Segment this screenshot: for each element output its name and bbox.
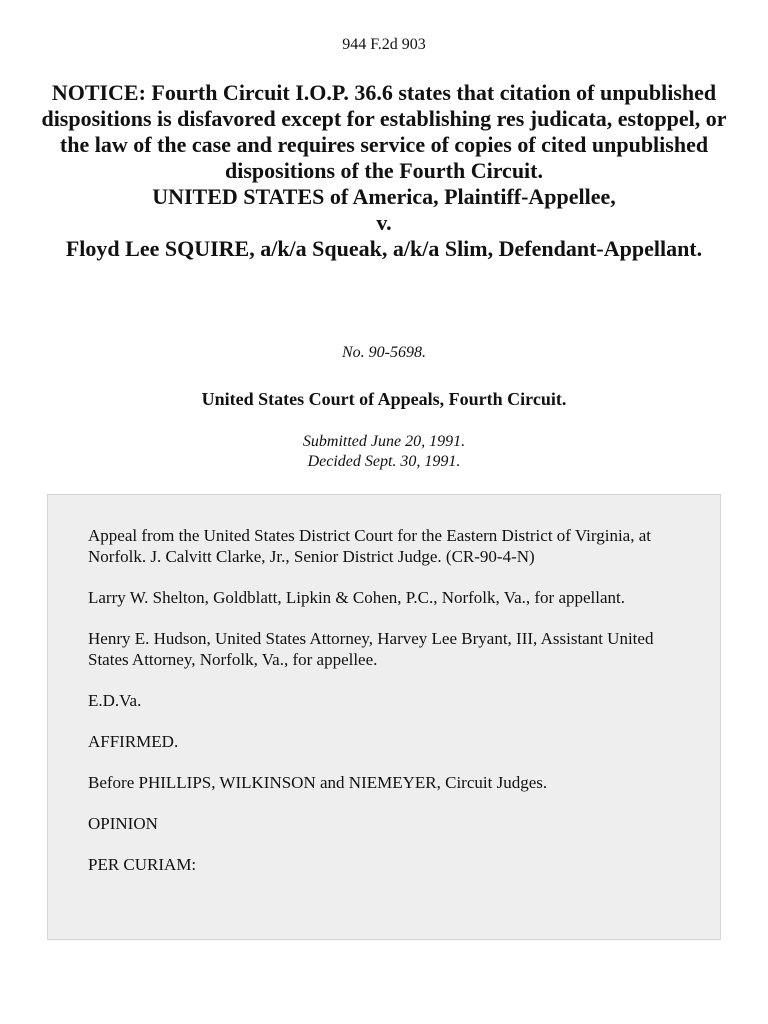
disposition: AFFIRMED.: [88, 732, 179, 751]
case-details-box: [47, 494, 721, 940]
versus-line: v.: [376, 210, 392, 235]
appeal-paragraph: Appeal from the United States District Court for the Eastern District of Virginia, at Norfolk. J. Calvitt Clarke, Jr., Senior District Judge. (CR-90-4-N): [88, 526, 652, 566]
defendant-line: Floyd Lee SQUIRE, a/k/a Squeak, a/k/a Slim, Defendant-Appellant.: [65, 236, 703, 261]
plaintiff-line: UNITED STATES of America, Plaintiff-Appellee,: [152, 184, 616, 209]
opinion-heading: OPINION: [88, 814, 158, 833]
docket-number: No. 90-5698.: [342, 344, 426, 361]
per-curiam: PER CURIAM:: [88, 855, 197, 874]
decided-date: Decided Sept. 30, 1991.: [307, 453, 461, 470]
citation: 944 F.2d 903: [342, 36, 426, 53]
case-dates: [0, 432, 768, 472]
submitted-date: Submitted June 20, 1991.: [302, 433, 466, 450]
notice-text: NOTICE: Fourth Circuit I.O.P. 36.6 states that citation of unpublished dispositions is disfavored except for establishing res judicata, estoppel, or the law of the case and requires service of copies of cited unpublished dispositions of the Fourth Circuit.: [41, 80, 727, 183]
district-abbrev: E.D.Va.: [88, 691, 142, 710]
counsel-appellant: Larry W. Shelton, Goldblatt, Lipkin & Cohen, P.C., Norfolk, Va., for appellant.: [88, 588, 626, 607]
counsel-appellee: Henry E. Hudson, United States Attorney, Harvey Lee Bryant, III, Assistant United States Attorney, Norfolk, Va., for appellee.: [88, 629, 654, 669]
case-header: [40, 80, 728, 262]
court-name: United States Court of Appeals, Fourth Circuit.: [201, 389, 567, 409]
panel: Before PHILLIPS, WILKINSON and NIEMEYER, Circuit Judges.: [88, 773, 548, 792]
